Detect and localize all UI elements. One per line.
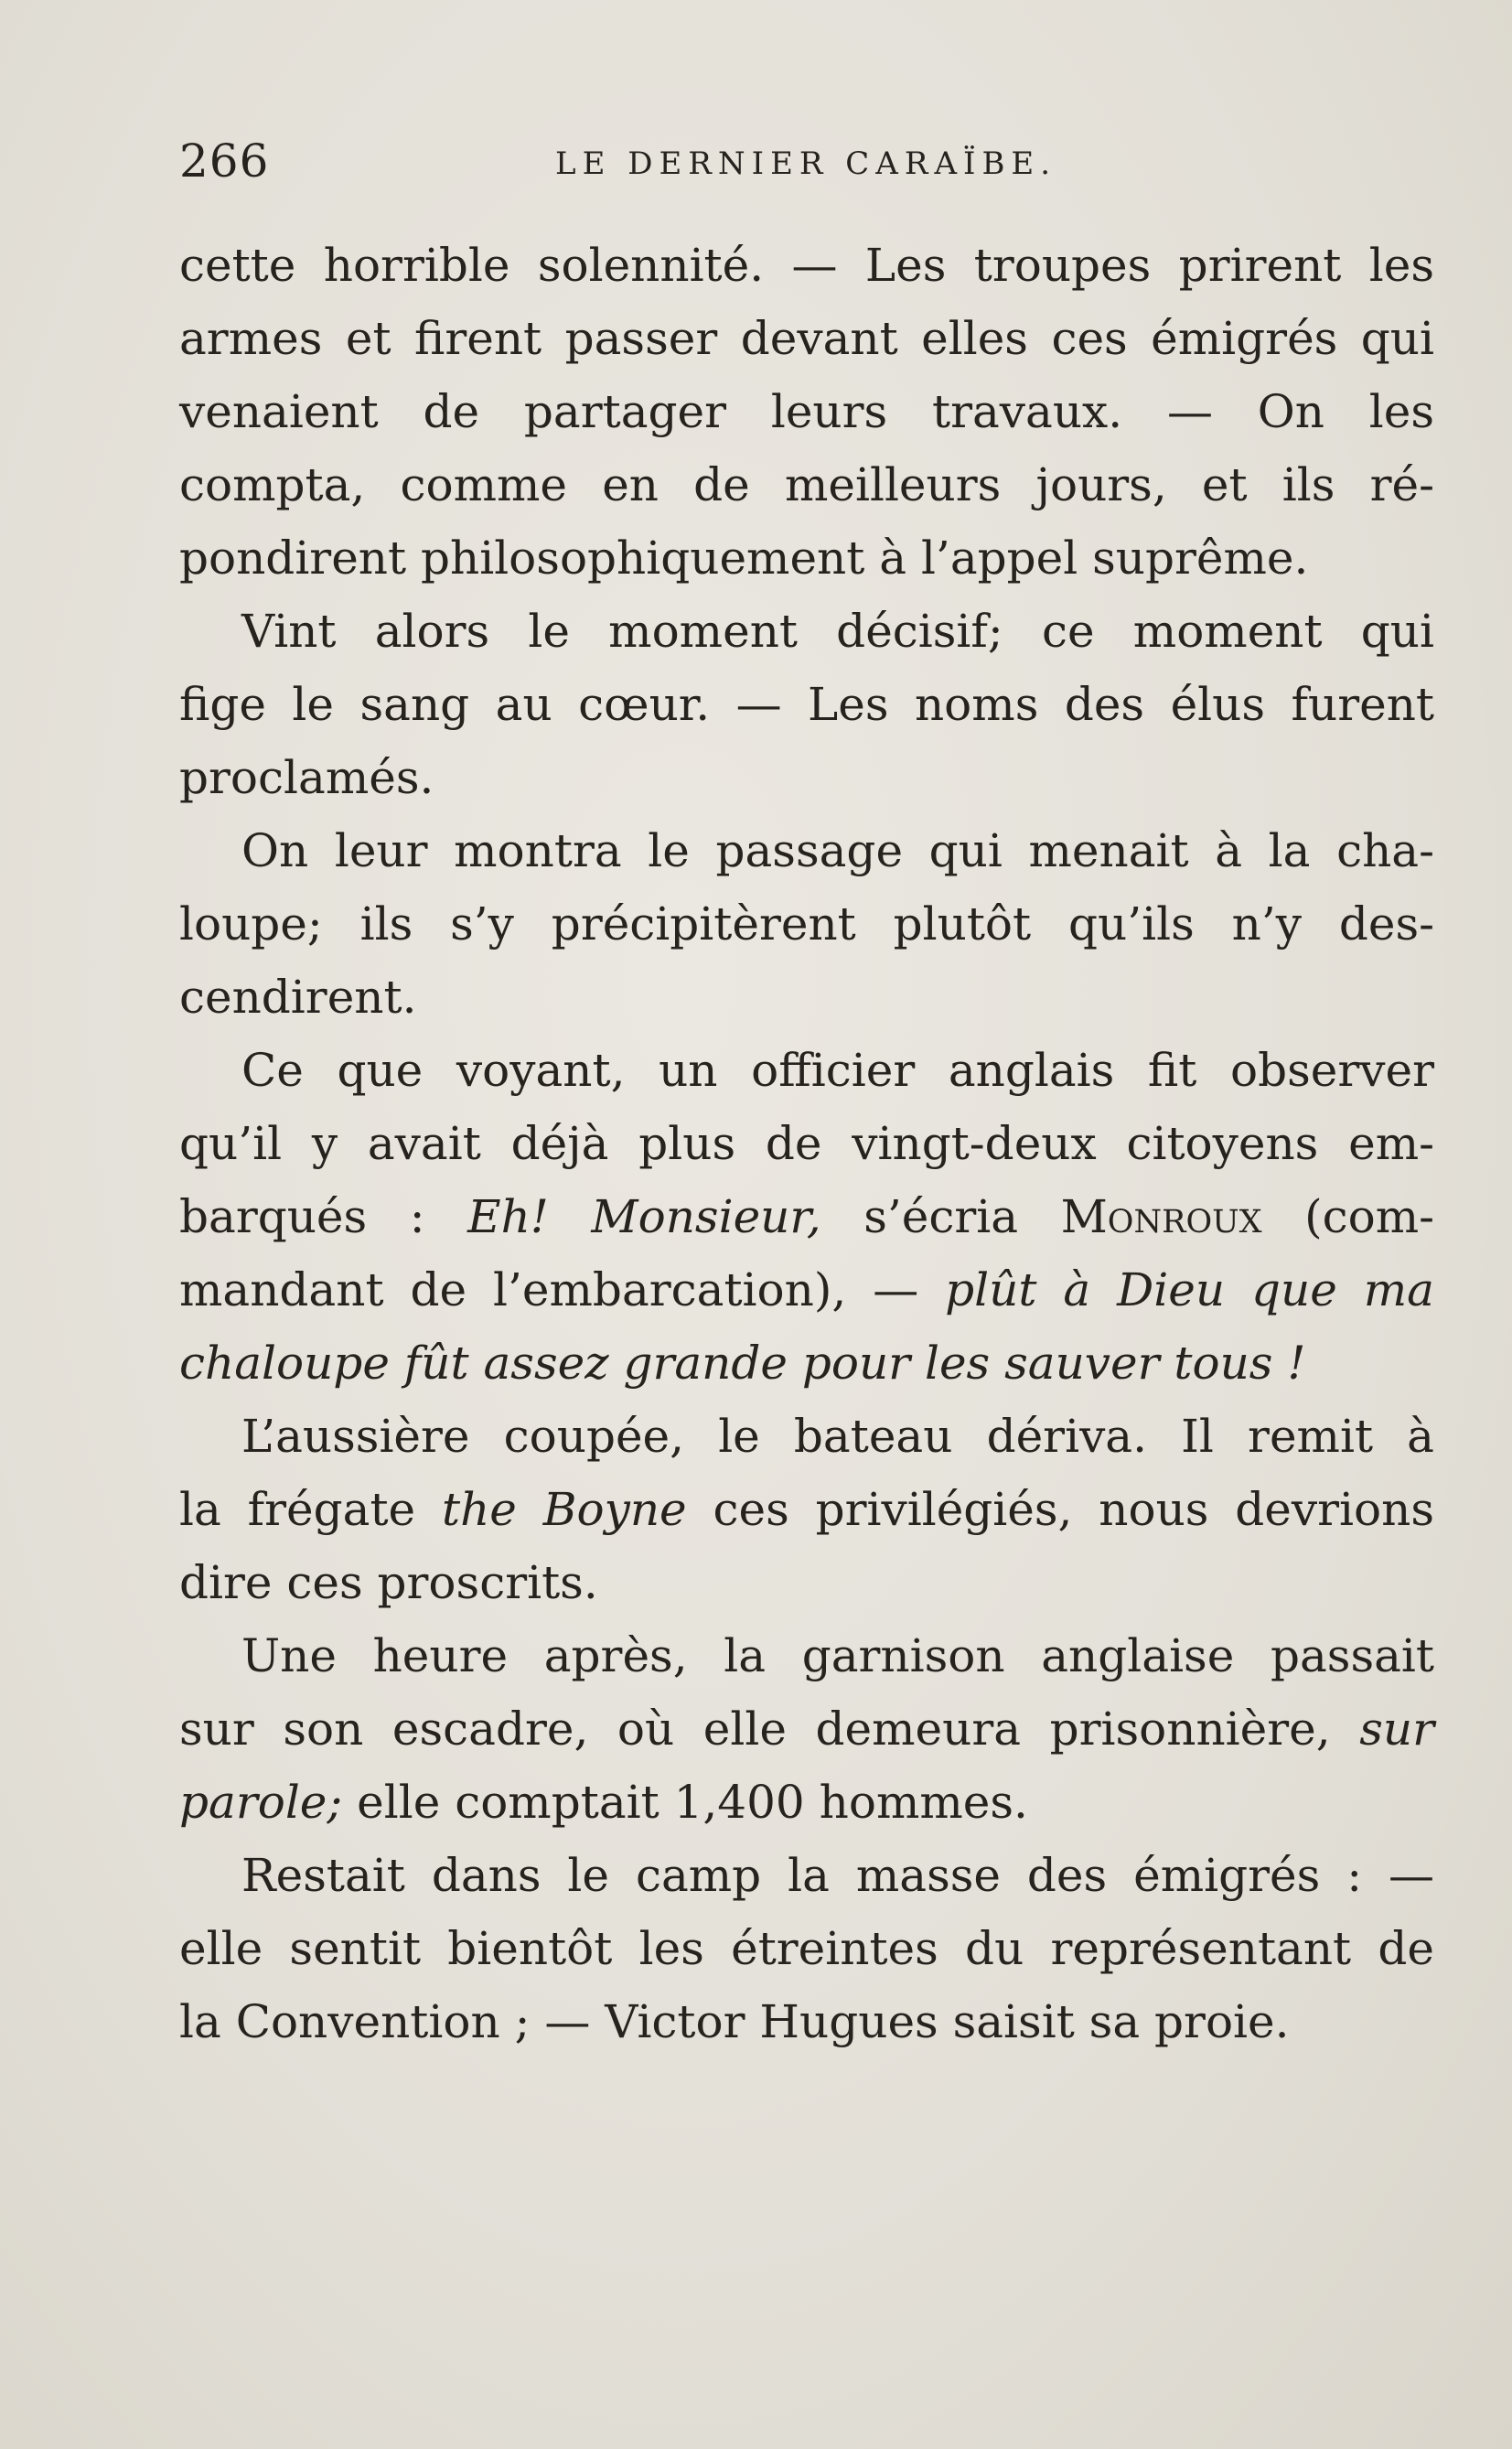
text-line: pondirent philosophiquement à l’appel suprême. xyxy=(179,532,1309,585)
text-segment: ces privilégiés, nous devrions xyxy=(686,1483,1434,1536)
text-segment: s’écria xyxy=(820,1190,1061,1243)
italic-segment: plût à Dieu que ma xyxy=(945,1263,1434,1316)
page-header xyxy=(179,134,1434,188)
text-line xyxy=(179,1692,1434,1766)
text-line xyxy=(179,1327,1434,1400)
text-line: L’aussière coupée, le bateau dériva. Il remit à xyxy=(241,1410,1434,1463)
text-line: la Convention ; — Victor Hugues saisit sa proie. xyxy=(179,1995,1290,2048)
small-caps-name: Monroux xyxy=(1060,1190,1262,1243)
text-line: loupe; ils s’y précipitèrent plutôt qu’ils n’y des- xyxy=(179,897,1434,951)
italic-segment: sur xyxy=(1359,1702,1434,1756)
italic-segment: parole; xyxy=(179,1776,343,1829)
text-line xyxy=(179,1180,1434,1253)
text-line: Vint alors le moment décisif; ce moment qui xyxy=(241,605,1434,658)
text-line: proclamés. xyxy=(179,751,434,804)
text-line: Ce que voyant, un officier anglais fit observer xyxy=(241,1044,1434,1097)
italic-segment: chaloupe fût assez grande pour les sauver tous ! xyxy=(179,1337,1306,1390)
text-segment: sur son escadre, où elle demeura prisonnière, xyxy=(179,1702,1360,1756)
text-segment: barqués : xyxy=(179,1190,468,1243)
text-line: elle sentit bientôt les étreintes du représentant de xyxy=(179,1922,1434,1975)
text-line: cette horrible solennité. — Les troupes prirent les xyxy=(179,239,1434,292)
text-line: cendirent. xyxy=(179,971,417,1024)
italic-segment: Eh! Monsieur, xyxy=(467,1190,821,1243)
text-line: On leur montra le passage qui menait à la cha- xyxy=(241,824,1434,877)
text-line: dire ces proscrits. xyxy=(179,1556,598,1609)
text-segment: (com- xyxy=(1261,1190,1435,1243)
running-title: LE DERNIER CARAÏBE. xyxy=(555,145,1057,182)
text-line xyxy=(179,1766,1434,1839)
text-segment: elle comptait 1,400 hommes. xyxy=(342,1776,1028,1829)
text-line xyxy=(179,1253,1434,1327)
text-line xyxy=(179,1473,1434,1546)
text-line: qu’il y avait déjà plus de vingt-deux citoyens em- xyxy=(179,1117,1434,1170)
text-line: venaient de partager leurs travaux. — On les xyxy=(179,385,1434,438)
text-line: compta, comme en de meilleurs jours, et ils ré- xyxy=(179,458,1434,511)
text-segment: mandant de l’embarcation), — xyxy=(179,1263,946,1316)
text-line: Restait dans le camp la masse des émigrés : — xyxy=(241,1849,1434,1902)
italic-segment: the Boyne xyxy=(442,1483,687,1536)
body-text xyxy=(179,229,1434,2058)
page-number: 266 xyxy=(179,134,270,188)
text-line: armes et firent passer devant elles ces émigrés qui xyxy=(179,312,1434,365)
text-line: fige le sang au cœur. — Les noms des élus furent xyxy=(179,678,1434,731)
text-line: Une heure après, la garnison anglaise passait xyxy=(241,1629,1434,1682)
text-segment: la frégate xyxy=(179,1483,442,1536)
